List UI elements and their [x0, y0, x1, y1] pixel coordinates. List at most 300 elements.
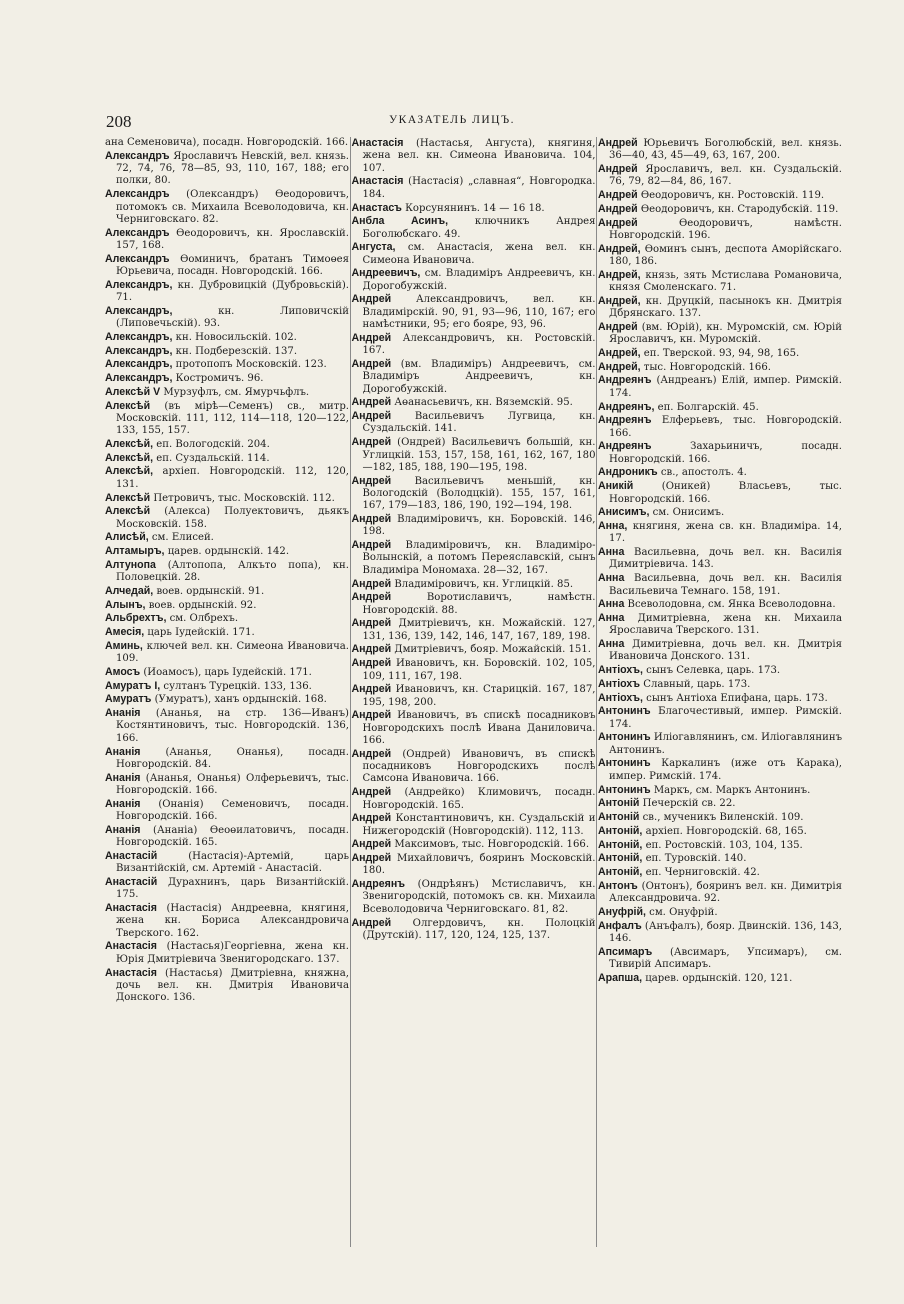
- index-entry: [105, 438, 349, 451]
- entry-text: Благочестивый, импер. Римскій. 174.: [609, 706, 842, 730]
- index-entry: [105, 492, 349, 505]
- index-entry: [105, 452, 349, 465]
- index-entry: [598, 811, 842, 824]
- index-entry: [598, 295, 842, 321]
- entry-text: Васильевна, дочь вел. кн. Василія Васильевича Темнаго. 158, 191.: [609, 573, 842, 597]
- index-entry: [598, 269, 842, 295]
- index-entry: [352, 838, 596, 851]
- entry-text: Өеодоровичъ, намѣстн. Новгородскій. 196.: [609, 217, 842, 241]
- entry-headword: Александръ: [105, 149, 170, 162]
- entry-text: (Ананья, на стр. 136—Иванъ) Костянтиновичъ, тыс. Новгородскій. 136, 166.: [116, 708, 349, 744]
- entry-text: кн. Подберезскій. 137.: [172, 345, 298, 357]
- entry-text: кн. Новосильскій. 102.: [172, 331, 297, 343]
- entry-headword: Андрей: [351, 474, 392, 487]
- index-entry: [105, 188, 349, 226]
- index-entry: [352, 917, 596, 943]
- entry-text: ключей вел. кн. Симеона Ивановича. 109.: [116, 640, 349, 665]
- entry-headword: Андрей: [598, 202, 638, 215]
- index-entry: [598, 546, 842, 572]
- index-entry: [105, 612, 349, 625]
- index-entry: [598, 466, 842, 479]
- entry-text: Дмитріевичъ, бояр. Можайскій. 151.: [391, 644, 591, 656]
- index-entry: [598, 520, 842, 546]
- index-entry: [352, 475, 596, 513]
- entry-headword: Антонинъ: [598, 705, 651, 718]
- entry-headword: Анна: [598, 598, 625, 611]
- index-entry: [352, 436, 596, 474]
- entry-text: Ивановичъ, кн. Старицкій. 167, 187, 195, 198, 200.: [362, 684, 596, 708]
- entry-text: (Ананья, Онанья) Олферьевичъ, тыс. Новгородскій. 166.: [116, 772, 349, 796]
- entry-headword: Андрей: [351, 293, 392, 306]
- entry-headword: Анастасій: [105, 875, 158, 888]
- entry-headword: Андрей: [598, 320, 638, 333]
- entry-headword: Андрей: [351, 436, 392, 449]
- index-entry: [598, 784, 842, 797]
- index-entry: [352, 643, 596, 656]
- entry-text: царь Іудейскій. 171.: [144, 627, 255, 639]
- index-entry: [105, 940, 349, 966]
- index-entry: [105, 680, 349, 693]
- index-entry: [352, 358, 596, 396]
- index-entry: [598, 598, 842, 611]
- index-entry: [598, 572, 842, 598]
- entry-text: Юрьевичъ Боголюбскій, вел. князь. 36—40, 43, 45—49, 63, 167, 200.: [609, 138, 842, 162]
- entry-text: Ярославичъ, вел. кн. Суздальскій. 76, 79, 82—84, 86, 167.: [609, 164, 842, 188]
- entry-text: (Ананья, Онанья), посадн. Новгородскій. 84.: [116, 746, 349, 770]
- entry-text: царев. ордынскій. 142.: [164, 546, 290, 558]
- entry-headword: Андрей: [351, 396, 392, 409]
- entry-text: Васильевна, дочь вел. кн. Василія Димитріевича. 143.: [609, 547, 842, 571]
- entry-headword: Антоній,: [598, 865, 643, 878]
- entry-headword: Антонъ: [598, 879, 638, 892]
- entry-headword: Андрей: [598, 189, 638, 202]
- index-entry: [105, 626, 349, 639]
- index-entry: [598, 664, 842, 677]
- entry-text: Өеодоровичъ, кн. Ростовскій. 119.: [637, 190, 825, 202]
- index-entry: [598, 638, 842, 664]
- entry-headword: Анастасія: [105, 940, 157, 953]
- index-entry: [352, 852, 596, 878]
- index-entry: [352, 539, 596, 577]
- index-entry: [105, 345, 349, 358]
- entry-text: Славный, царь. 173.: [640, 678, 751, 690]
- entry-headword: Алексѣй,: [105, 465, 154, 478]
- entry-headword: Антонинъ: [598, 757, 651, 770]
- index-entry: [105, 666, 349, 679]
- index-entry: [598, 705, 842, 731]
- index-entry: [598, 866, 842, 879]
- entry-text: см. Владиміръ Андреевичъ, кн. Дорогобужскій.: [362, 268, 596, 292]
- entry-text: Васильевичъ меньшій, кн. Вологодскій (Володцкій). 155, 157, 161, 167, 179—183, 186, 190, 192—194, 198.: [362, 475, 596, 512]
- index-entry: [105, 798, 349, 824]
- index-entry: [352, 202, 596, 215]
- entry-headword: Андрей: [351, 838, 392, 851]
- entry-headword: Анбла Асинъ,: [351, 215, 449, 228]
- entry-headword: Алтунопа: [105, 558, 156, 571]
- index-entry: [352, 617, 596, 643]
- entry-headword: Антонинъ: [598, 731, 651, 744]
- running-head: УКАЗАТЕЛЬ ЛИЦЪ.: [389, 114, 515, 126]
- entry-text: (вм. Владиміръ) Андреевичъ, см. Владиміръ Андреевичъ, кн. Дорогобужскій.: [362, 358, 596, 395]
- index-entry: [598, 137, 842, 163]
- index-entry: [598, 825, 842, 838]
- index-entry: [105, 400, 349, 438]
- index-entry: [105, 305, 349, 331]
- entry-text: см. Онуфрій.: [645, 906, 718, 918]
- entry-text: еп. Ростовскій. 103, 104, 135.: [642, 839, 803, 851]
- index-entry: [105, 372, 349, 385]
- entry-headword: Андрей: [351, 683, 392, 696]
- entry-text: (Настасія) „славная“, Новгородка. 184.: [362, 176, 596, 200]
- index-entry: [598, 946, 842, 972]
- index-entry: [105, 640, 349, 666]
- entry-text: (Олександръ) Өеодоровичъ, потомокъ св. Михаила Всеволодовича, кн. Черниговскаго. 82.: [116, 189, 349, 225]
- entry-headword: Амуратъ І,: [105, 679, 161, 692]
- index-columns: [105, 137, 842, 1247]
- index-entry: [598, 852, 842, 865]
- index-entry: [598, 217, 842, 243]
- entry-headword: Андрей: [351, 747, 392, 760]
- entry-text: Всеволодовна, см. Янка Всеволодовна.: [624, 599, 836, 611]
- entry-headword: Антонинъ: [598, 783, 651, 796]
- entry-headword: Арапша,: [598, 971, 643, 984]
- entry-text: Печерскій св. 22.: [639, 798, 736, 810]
- entry-text: (Ондрей) Ивановичъ, въ спискѣ посадниковъ Новгородскихъ послѣ Самсона Ивановича. 166.: [362, 748, 596, 785]
- entry-text: ана Семеновича), посадн. Новгородскій. 166.: [105, 137, 349, 148]
- entry-headword: Андреянъ: [351, 878, 405, 891]
- index-entry: [105, 707, 349, 745]
- entry-text: Ивановичъ, кн. Боровскій. 102, 105, 109, 111, 167, 198.: [362, 658, 596, 682]
- entry-text: (Иоамосъ), царь Іудейскій. 171.: [140, 666, 312, 678]
- index-entry: [598, 757, 842, 783]
- entry-headword: Анна: [598, 611, 625, 624]
- entry-text: княгиня, жена св. кн. Владиміра. 14, 17.: [609, 521, 842, 545]
- index-entry: [105, 746, 349, 772]
- entry-headword: Андрей: [351, 657, 392, 670]
- index-entry: [598, 374, 842, 400]
- entry-headword: Ангуста,: [351, 241, 396, 254]
- entry-headword: Алексѣй: [105, 491, 151, 504]
- index-entry: [352, 513, 596, 539]
- entry-headword: Анисимъ,: [598, 506, 650, 519]
- entry-text: воев. ордынскій. 92.: [145, 599, 257, 611]
- entry-headword: Анастасія: [351, 137, 404, 149]
- entry-headword: Андрей,: [598, 294, 641, 307]
- entry-text: архіеп. Новгородскій. 112, 120, 131.: [116, 466, 349, 490]
- entry-headword: Андрей,: [598, 347, 641, 360]
- entry-text: (Авсимаръ, Упсимаръ), см. Тивирій Апсимаръ.: [609, 946, 842, 970]
- index-entry: [598, 414, 842, 440]
- entry-text: (Настасія) Андреевна, княгиня, жена кн. Бориса Александровича Тверского. 162.: [116, 903, 349, 939]
- entry-text: (Алтопопа, Алкъто попа), кн. Половецкій. 28.: [116, 559, 349, 584]
- index-entry: [598, 361, 842, 374]
- index-entry: [105, 465, 349, 491]
- entry-text: (Алекса) Полуектовичъ, дьякъ Московскій. 158.: [116, 506, 349, 530]
- entry-text: еп. Туровскій. 140.: [642, 853, 747, 865]
- entry-text: Маркъ, см. Маркъ Антонинъ.: [650, 784, 811, 796]
- entry-headword: Аникій: [598, 480, 634, 493]
- index-entry: [105, 331, 349, 344]
- index-entry: [105, 531, 349, 544]
- entry-headword: Александръ,: [105, 344, 173, 357]
- entry-text: Петровичъ, тыс. Московскій. 112.: [150, 492, 335, 504]
- index-entry: [598, 440, 842, 466]
- index-entry: [598, 347, 842, 360]
- entry-headword: Андрей: [351, 812, 392, 825]
- index-entry: [598, 880, 842, 906]
- entry-text: (Андреанъ) Елій, импер. Римскій. 174.: [609, 375, 842, 399]
- entry-headword: Андрей,: [598, 268, 641, 281]
- index-entry: [352, 215, 596, 241]
- entry-headword: Александръ,: [105, 372, 173, 385]
- entry-text: Димитріевна, жена кн. Михаила Ярославича Тверского. 131.: [609, 612, 842, 637]
- entry-text: (Ондрей) Васильевичъ большій, кн. Углицкій. 153, 157, 158, 161, 162, 167, 180—182, 185, 188, 190—195, 198.: [362, 437, 596, 473]
- entry-headword: Андрей: [351, 577, 392, 590]
- entry-headword: Алексѣй: [105, 399, 151, 412]
- entry-headword: Антоній: [598, 811, 640, 824]
- entry-headword: Александръ,: [105, 278, 173, 291]
- entry-text: еп. Черниговскій. 42.: [642, 866, 760, 878]
- index-entry: [352, 396, 596, 409]
- index-entry: [598, 906, 842, 919]
- entry-headword: Антоній,: [598, 824, 643, 837]
- entry-text: Корсунянинъ. 14 — 16 18.: [401, 202, 545, 214]
- index-entry: [598, 506, 842, 519]
- entry-text: Александровичъ, кн. Ростовскій. 167.: [362, 332, 596, 357]
- entry-headword: Анфалъ: [598, 919, 642, 932]
- entry-text: протопопъ Московскій. 123.: [172, 359, 327, 371]
- entry-headword: Анастасія: [351, 175, 404, 188]
- index-entry: [105, 876, 349, 902]
- entry-text: Өоминичъ, братанъ Тимоөея Юрьевича, посадн. Новгородскій. 166.: [116, 253, 349, 277]
- index-entry: [352, 878, 596, 916]
- entry-headword: Александръ: [105, 252, 170, 265]
- index-entry: [105, 279, 349, 305]
- entry-text: кн. Липовичскій (Липовечьскій). 93.: [116, 305, 349, 330]
- entry-headword: Анастасія: [105, 966, 157, 979]
- entry-headword: Антоній,: [598, 838, 643, 851]
- entry-headword: Александръ,: [105, 330, 173, 343]
- entry-text: (Онанія) Семеновичъ, посадн. Новгородскій. 166.: [116, 798, 349, 823]
- entry-text: (Настасья, Ангуста), княгиня, жена вел. кн. Симеона Ивановича. 104, 107.: [362, 138, 596, 174]
- entry-headword: Андрей: [351, 709, 392, 722]
- index-entry: [352, 410, 596, 436]
- index-entry: [598, 401, 842, 414]
- entry-headword: Андреянъ: [598, 440, 652, 453]
- index-entry: [352, 267, 596, 293]
- entry-headword: Амесія,: [105, 626, 145, 639]
- entry-text: Мурзуфлъ, см. Ямурчьфлъ.: [160, 386, 310, 398]
- index-column-2: [352, 137, 596, 1247]
- entry-text: (Андрейко) Климовичъ, посадн. Новгородскій. 165.: [362, 787, 596, 811]
- index-entry: [352, 786, 596, 812]
- entry-text: св., мученикъ Виленскій. 109.: [639, 812, 804, 824]
- entry-headword: Антіохъ,: [598, 691, 643, 704]
- index-entry: [352, 748, 596, 786]
- entry-headword: Анастасій: [105, 849, 158, 862]
- entry-text: Дмитріевичъ, кн. Можайскій. 127, 131, 136, 139, 142, 146, 147, 167, 189, 198.: [362, 618, 596, 642]
- entry-text: Васильевичъ Лугвица, кн. Суздальскій. 141.: [362, 411, 596, 435]
- entry-text: (Настасья)Георгіевна, жена кн. Юрія Дмитріевича Звенигородскаго. 137.: [116, 941, 349, 965]
- entry-headword: Антоній,: [598, 852, 643, 865]
- entry-text: Өеодоровичъ, кн. Стародубскій. 119.: [637, 203, 839, 215]
- entry-headword: Алисѣй,: [105, 531, 149, 544]
- index-entry: [598, 839, 842, 852]
- index-entry: [105, 693, 349, 706]
- entry-headword: Андрей: [598, 216, 638, 229]
- entry-text: архіеп. Новгородскій. 68, 165.: [642, 825, 807, 837]
- entry-text: Иліогавлянинъ, см. Иліогавлянинъ Антонинъ.: [609, 732, 842, 756]
- entry-text: Костромичъ. 96.: [172, 373, 264, 385]
- entry-headword: Андрей,: [598, 242, 641, 255]
- index-entry: [105, 150, 349, 188]
- entry-headword: Ананія: [105, 745, 141, 758]
- entry-headword: Ананія: [105, 771, 141, 784]
- entry-text: еп. Суздальскій. 114.: [153, 452, 270, 464]
- entry-text: тыс. Новгородскій. 166.: [640, 361, 771, 373]
- entry-headword: Андрей: [351, 916, 392, 929]
- entry-headword: Амуратъ: [105, 693, 152, 706]
- entry-text: Владиміровичъ, кн. Владиміро-Волынскій, а потомъ Переяславскій, сынъ Владиміра Мономаха. 28—32, 167.: [362, 540, 596, 576]
- index-entry: [598, 972, 842, 985]
- entry-headword: Александръ: [105, 188, 170, 201]
- index-column-1: [105, 137, 349, 1247]
- entry-headword: Амосъ: [105, 665, 141, 678]
- index-entry: [105, 850, 349, 876]
- index-entry: [105, 824, 349, 850]
- entry-headword: Андрей: [598, 137, 638, 149]
- entry-text: Ивановичъ, въ спискѣ посадниковъ Новгородскихъ послѣ Ивана Даниловича. 166.: [362, 710, 596, 747]
- entry-headword: Анна,: [598, 520, 628, 532]
- entry-headword: Андрей: [598, 163, 638, 176]
- entry-headword: Андрей: [351, 591, 392, 604]
- entry-headword: Андроникъ: [598, 466, 658, 479]
- index-entry: [352, 657, 596, 683]
- entry-headword: Андрей: [351, 617, 392, 630]
- entry-headword: Ануфрій,: [598, 905, 646, 918]
- index-entry: [598, 920, 842, 946]
- entry-text: еп. Вологодскій. 204.: [153, 438, 270, 450]
- entry-text: см. Елисей.: [148, 532, 214, 544]
- entry-text: царев. ордынскій. 120, 121.: [642, 972, 793, 984]
- entry-text: см. Олбрехъ.: [166, 613, 239, 625]
- entry-headword: Андреянъ: [598, 374, 652, 387]
- index-entry: [352, 812, 596, 838]
- entry-headword: Алынъ,: [105, 598, 146, 611]
- entry-text: кн. Друцкій, пасынокъ кн. Дмитрія Дбрянскаго. 137.: [609, 295, 842, 320]
- index-entry: [352, 241, 596, 267]
- index-entry: [105, 772, 349, 798]
- index-entry: [105, 585, 349, 598]
- index-entry: [352, 591, 596, 617]
- entry-text: сынъ Селевка, царь. 173.: [642, 665, 781, 677]
- entry-headword: Андрей: [351, 643, 392, 656]
- entry-headword: Андрей: [351, 357, 392, 370]
- entry-headword: Аминь,: [105, 639, 143, 652]
- entry-headword: Андрей: [351, 786, 392, 799]
- entry-text: Владиміровичъ, кн. Боровскій. 146, 198.: [362, 514, 596, 538]
- entry-text: см. Онисимъ.: [649, 507, 725, 519]
- entry-text: Олгердовичъ, кн. Полоцкій (Друтскій). 117, 120, 124, 125, 137.: [362, 917, 596, 941]
- entry-headword: Андрей: [351, 539, 392, 552]
- entry-text: Аөанасьевичъ, кн. Вяземскій. 95.: [391, 397, 573, 409]
- entry-text: князь, зять Мстислава Романовича, князя Смоленскаго. 71.: [609, 269, 842, 294]
- entry-headword: Ананія: [105, 707, 141, 720]
- index-entry: [598, 321, 842, 347]
- entry-headword: Анна: [598, 546, 625, 559]
- entry-text: (Настасья) Дмитріевна, княжна, дочь вел. кн. Дмитрія Ивановича Донского. 136.: [116, 967, 349, 1004]
- entry-text: Воротиславичъ, намѣстн. Новгородскій. 88.: [362, 592, 596, 616]
- entry-headword: Андреянъ: [598, 414, 652, 427]
- entry-headword: Александръ,: [105, 304, 173, 317]
- index-entry: [598, 731, 842, 757]
- index-entry: [352, 175, 596, 201]
- entry-headword: Андрей,: [598, 360, 641, 373]
- entry-headword: Анна: [598, 572, 625, 585]
- entry-text: (Ондрѣянъ) Мстиславичъ, кн. Звенигородскій, потомокъ св. кн. Михаила Всеволодовича Черниговскаго. 81, 82.: [362, 879, 596, 915]
- index-entry: [598, 612, 842, 638]
- entry-headword: Ананія: [105, 797, 141, 810]
- index-entry: [105, 253, 349, 279]
- entry-headword: Андрей: [351, 331, 392, 344]
- index-column-3: [598, 137, 842, 1247]
- entry-text: Ярославичъ Невскій, вел. князь. 72, 74, 76, 78—85, 93, 110, 167, 188; его полки, 80.: [116, 150, 349, 187]
- index-entry: [105, 902, 349, 940]
- entry-headword: Апсимаръ: [598, 945, 653, 958]
- entry-headword: Анастасъ: [351, 201, 402, 214]
- index-entry: [105, 559, 349, 585]
- entry-text: воев. ордынскій. 91.: [153, 585, 265, 597]
- entry-text: (Умуратъ), ханъ ордынскій. 168.: [151, 694, 327, 706]
- entry-text: (Анъфалъ), бояр. Двинскій. 136, 143, 146.: [609, 920, 842, 944]
- index-entry: [598, 203, 842, 216]
- entry-text: (въ мірѣ—Семенъ) св., митр. Московскій. 111, 112, 114—118, 120—122, 133, 155, 157.: [116, 400, 349, 437]
- entry-text: Каркалинъ (иже отъ Карака), импер. Римскій. 174.: [609, 758, 842, 782]
- page-number: 208: [106, 112, 132, 131]
- entry-text: (Настасія)-Артемій, царь Византійскій, см. Артемій - Анастасій.: [116, 850, 349, 875]
- entry-text: Дурахнинъ, царь Византійскій. 175.: [116, 876, 349, 901]
- entry-text: еп. Тверской. 93, 94, 98, 165.: [640, 348, 800, 360]
- entry-text: (Ананіа) Өеоөилатовичъ, посадн. Новгородскій. 165.: [116, 824, 349, 849]
- entry-text: Максимовъ, тыс. Новгородскій. 166.: [391, 839, 590, 851]
- index-entry: [352, 137, 596, 175]
- index-entry: [105, 358, 349, 371]
- entry-text: (вм. Юрій), кн. Муромскій, см. Юрій Ярославичъ, кн. Муромскій.: [609, 321, 842, 346]
- index-entry: [352, 683, 596, 709]
- index-entry: [105, 967, 349, 1005]
- index-entry: [105, 599, 349, 612]
- index-entry: [352, 293, 596, 331]
- entry-text: Өеодоровичъ, кн. Ярославскій. 157, 168.: [116, 227, 349, 251]
- entry-text: сынъ Антіоха Епифана, царь. 173.: [642, 692, 828, 704]
- entry-text: Владиміровичъ, кн. Углицкій. 85.: [391, 578, 574, 590]
- entry-headword: Андреянъ,: [598, 400, 655, 413]
- entry-text: Константиновичъ, кн. Суздальскій и Нижегородскій (Новгородскій). 112, 113.: [362, 813, 596, 837]
- entry-headword: Алексѣй V: [105, 385, 161, 398]
- entry-text: (Оникей) Власьевъ, тыс. Новгородскій. 166.: [609, 481, 842, 505]
- index-entry: [352, 578, 596, 591]
- entry-headword: Александръ,: [105, 358, 173, 371]
- entry-headword: Андрей: [351, 852, 392, 865]
- entry-headword: Алтамыръ,: [105, 545, 165, 558]
- index-entry: [105, 545, 349, 558]
- entry-headword: Анастасія: [105, 902, 157, 914]
- entry-headword: Антоній: [598, 797, 640, 810]
- entry-text: Михайловичъ, бояринъ Московскій. 180.: [362, 853, 596, 877]
- index-entry: [105, 386, 349, 399]
- entry-text: еп. Болгарскій. 45.: [654, 401, 759, 413]
- index-entry: [598, 189, 842, 202]
